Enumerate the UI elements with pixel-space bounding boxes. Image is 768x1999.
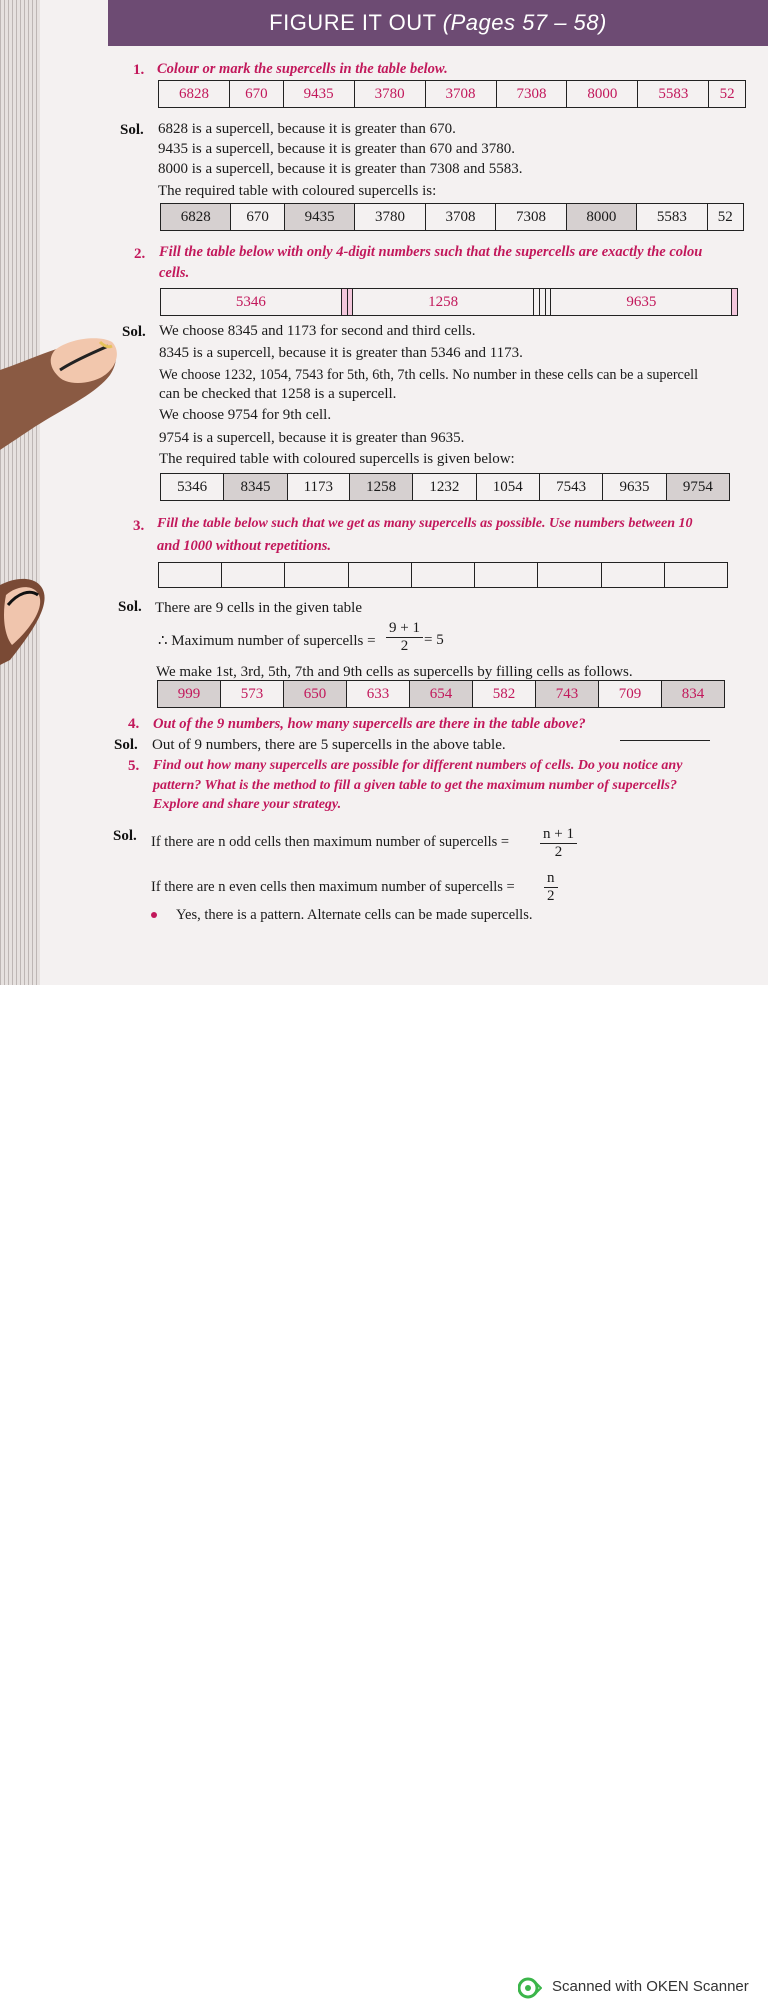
- table-cell: 7308: [496, 204, 566, 231]
- table-cell: 1054: [476, 474, 539, 501]
- q4-sol-text: Out of 9 numbers, there are 5 supercells in the above table.: [152, 737, 506, 753]
- q5-even-prefix: If there are n even cells then maximum number of supercells =: [151, 879, 515, 895]
- table-cell: 670: [231, 204, 284, 231]
- table-cell: 709: [599, 681, 662, 708]
- header-title: FIGURE IT OUT: [269, 10, 443, 35]
- q2-text-cont: cells.: [159, 265, 190, 281]
- empty-table-cell: [664, 563, 727, 588]
- q3-fraction-den: 2: [400, 638, 409, 654]
- q5-sol-label: Sol.: [113, 828, 137, 844]
- q2-sol-line: We choose 9754 for 9th cell.: [159, 407, 332, 423]
- finger-image: [0, 330, 120, 470]
- table-cell: 5583: [637, 204, 707, 231]
- q3-max-prefix: ∴ Maximum number of supercells =: [158, 633, 376, 649]
- table-cell: 6828: [161, 204, 231, 231]
- table-cell: 52: [709, 81, 746, 108]
- q3-fraction-num: 9 + 1: [386, 620, 423, 638]
- q5-odd-fraction: [540, 826, 577, 861]
- q3-text-cont: and 1000 without repetitions.: [157, 538, 332, 554]
- q3-answer-table: [157, 680, 725, 708]
- book-page-edges: [0, 0, 40, 985]
- table-cell: 3708: [425, 81, 496, 108]
- q1-table: [158, 80, 746, 108]
- table-cell: 3780: [354, 81, 425, 108]
- q5-odd-prefix: If there are n odd cells then maximum number of supercells =: [151, 834, 510, 850]
- table-row: [161, 204, 744, 231]
- q3-text: Fill the table below such that we get as many supercells as possible. Use numbers between 10: [157, 516, 693, 531]
- q5-text: Find out how many supercells are possible for different numbers of cells. Do you notice any: [153, 758, 683, 773]
- q1-sol-line: 6828 is a supercell, because it is greater than 670.: [158, 121, 456, 137]
- q1-sol-line: The required table with coloured supercells is:: [158, 183, 437, 199]
- empty-table-cell: [285, 563, 348, 588]
- q5-text-cont: Explore and share your strategy.: [153, 797, 342, 812]
- q1-number: 1.: [133, 62, 145, 78]
- q2-number: 2.: [134, 246, 146, 262]
- q2-sol-line: can be checked that 1258 is a supercell.: [159, 386, 397, 402]
- q2-answer-table: [160, 473, 730, 501]
- q2-sol-line: We choose 8345 and 1173 for second and third cells.: [159, 323, 476, 339]
- table-cell: 650: [284, 681, 347, 708]
- q3-sol-line: There are 9 cells in the given table: [155, 600, 362, 616]
- q3-sol-label: Sol.: [118, 599, 142, 615]
- table-cell: 9435: [284, 204, 354, 231]
- table-cell: 743: [536, 681, 599, 708]
- table-cell: 9635: [603, 474, 666, 501]
- scanner-watermark: Scanned with OKEN Scanner: [552, 1978, 749, 1995]
- table-cell: 654: [410, 681, 473, 708]
- oken-scanner-logo-icon: [518, 1977, 542, 1999]
- empty-table-cell: [601, 563, 664, 588]
- q1-answer-table: [160, 203, 744, 231]
- q1-sol-line: 8000 is a supercell, because it is greater than 7308 and 5583.: [158, 161, 523, 177]
- table-row: [159, 81, 746, 108]
- q4-answer-blank: [620, 740, 710, 741]
- q1-text: Colour or mark the supercells in the table below.: [157, 61, 448, 77]
- scanner-footer: [0, 985, 768, 1995]
- table-cell: 1258: [353, 289, 534, 316]
- table-cell: 573: [221, 681, 284, 708]
- empty-table-cell: [159, 563, 222, 588]
- q5-even-num: n: [544, 870, 558, 888]
- q3-empty-table: [158, 562, 728, 588]
- table-cell: 9754: [666, 474, 729, 501]
- q4-number: 4.: [128, 716, 140, 732]
- table-cell: 52: [707, 204, 743, 231]
- table-cell: [732, 289, 738, 316]
- table-cell: 9635: [551, 289, 732, 316]
- table-cell: 3708: [425, 204, 495, 231]
- q5-even-den: 2: [547, 888, 555, 904]
- table-cell: 670: [229, 81, 283, 108]
- table-cell: 8000: [566, 204, 636, 231]
- empty-table-cell: [222, 563, 285, 588]
- q2-sol-line: 9754 is a supercell, because it is greater than 9635.: [159, 430, 465, 446]
- table-cell: 1232: [413, 474, 476, 501]
- q5-text-cont: pattern? What is the method to fill a given table to get the maximum number of supercells?: [153, 778, 677, 793]
- bullet-icon: [151, 912, 157, 918]
- q2-sol-line: 8345 is a supercell, because it is greater than 5346 and 1173.: [159, 345, 523, 361]
- empty-table-cell: [411, 563, 474, 588]
- q3-fraction: [386, 620, 423, 655]
- q2-sol-line: We choose 1232, 1054, 7543 for 5th, 6th, 7th cells. No number in these cells can be a supercell: [159, 367, 699, 383]
- table-cell: 5583: [638, 81, 709, 108]
- empty-table-cell: [475, 563, 538, 588]
- q5-bullet-text: Yes, there is a pattern. Alternate cells can be made supercells.: [176, 907, 533, 923]
- table-cell: 1258: [349, 474, 412, 501]
- q4-text: Out of the 9 numbers, how many supercells are there in the table above?: [153, 716, 586, 732]
- empty-table-cell: [348, 563, 411, 588]
- table-row: [159, 563, 728, 588]
- empty-table-cell: [538, 563, 601, 588]
- table-cell: 7543: [539, 474, 602, 501]
- q2-text: Fill the table below with only 4-digit numbers such that the supercells are exactly the colou: [159, 244, 703, 260]
- finger-image: [0, 575, 48, 665]
- table-cell: 3780: [355, 204, 425, 231]
- section-header: [108, 0, 768, 46]
- table-cell: 834: [662, 681, 725, 708]
- table-row: [161, 289, 738, 316]
- q3-number: 3.: [133, 518, 145, 534]
- q3-max-result: = 5: [424, 632, 444, 648]
- table-cell: 9435: [283, 81, 354, 108]
- table-row: [161, 474, 730, 501]
- table-cell: 7308: [496, 81, 567, 108]
- q1-sol-label: Sol.: [120, 122, 144, 138]
- table-cell: 5346: [161, 474, 224, 501]
- q5-even-fraction: [544, 870, 558, 905]
- q2-sol-line: The required table with coloured supercells is given below:: [159, 451, 515, 467]
- q5-number: 5.: [128, 758, 140, 774]
- table-cell: 1173: [287, 474, 349, 501]
- q1-sol-line: 9435 is a supercell, because it is greater than 670 and 3780.: [158, 141, 515, 157]
- table-cell: 8345: [224, 474, 287, 501]
- table-cell: 5346: [161, 289, 342, 316]
- header-pages: (Pages 57 – 58): [442, 10, 607, 35]
- table-cell: 999: [158, 681, 221, 708]
- table-cell: 6828: [159, 81, 230, 108]
- table-cell: 633: [347, 681, 410, 708]
- table-cell: 582: [473, 681, 536, 708]
- q4-sol-label: Sol.: [114, 737, 138, 753]
- q5-odd-den: 2: [554, 844, 563, 860]
- q5-odd-num: n + 1: [540, 826, 577, 844]
- worksheet-page: [0, 0, 768, 985]
- table-row: [158, 681, 725, 708]
- q2-sol-label: Sol.: [122, 324, 146, 340]
- q3-sol-line: We make 1st, 3rd, 5th, 7th and 9th cells as supercells by filling cells as follows.: [156, 664, 633, 680]
- table-cell: 8000: [567, 81, 638, 108]
- q2-table: [160, 288, 738, 316]
